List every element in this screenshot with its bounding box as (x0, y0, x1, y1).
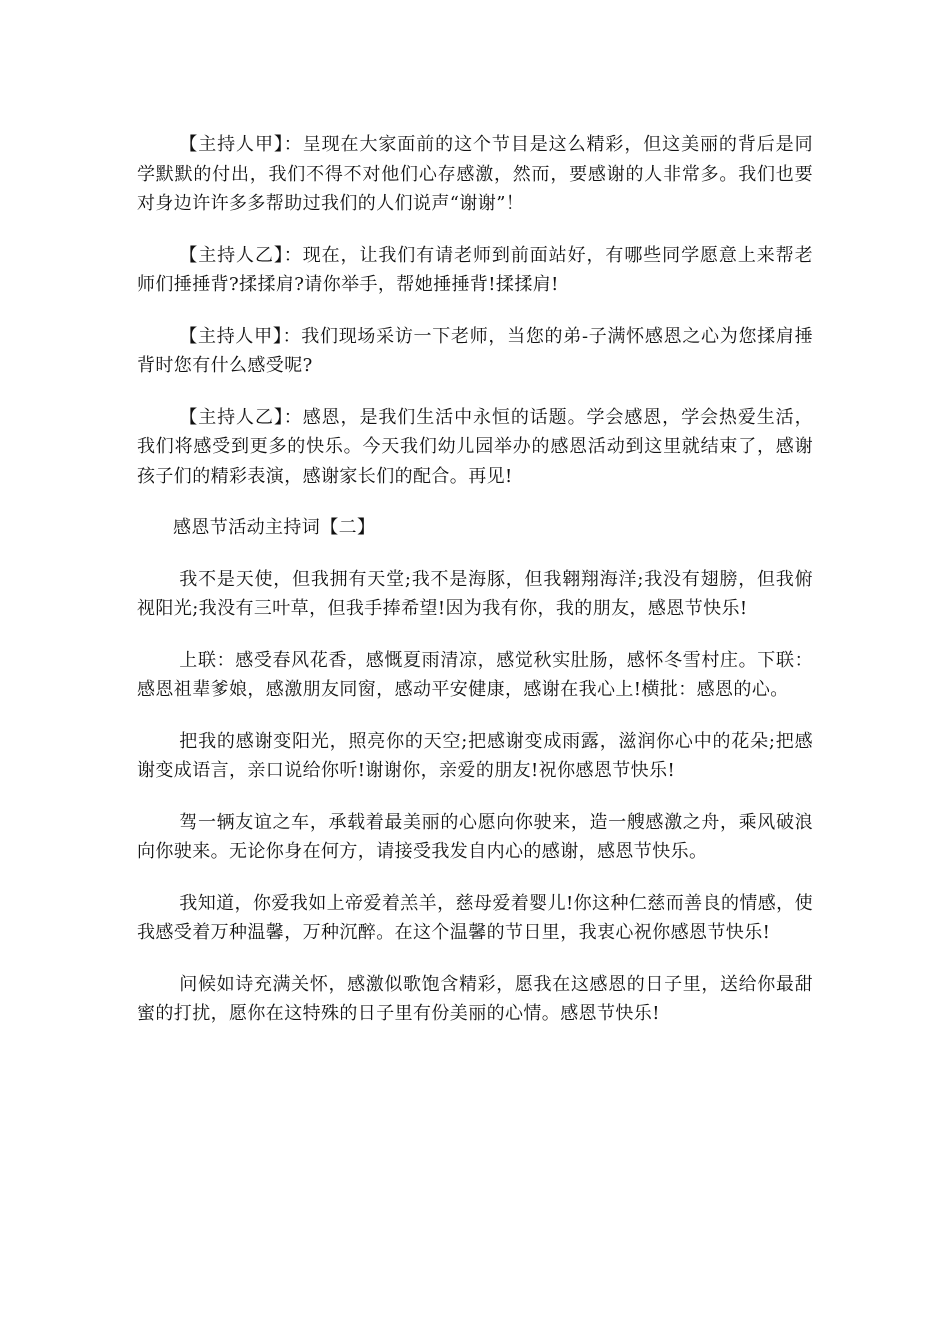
section-heading: 感恩节活动主持词【二】 (173, 517, 376, 538)
paragraph-host-a-1: 【主持人甲】：呈现在大家面前的这个节目是这么精彩，但这美丽的背后是同学默默的付出，我们不得不对他们心存感激，然而，要感谢的人非常多。我们也要对身边许许多多帮助过我们的人们说声“谢谢”！ (137, 134, 813, 214)
paragraph-greeting-3: 把我的感谢变阳光，照亮你的天空;把感谢变成雨露，滋润你心中的花朵;把感谢变成语言，亲口说给你听!谢谢你，亲爱的朋友!祝你感恩节快乐! (137, 730, 813, 781)
paragraph-host-b-1: 【主持人乙】：现在，让我们有请老师到前面站好，有哪些同学愿意上来帮老师们捶捶背?揉揉肩?请你举手，帮她捶捶背!揉揉肩! (137, 244, 813, 295)
paragraph-greeting-5: 我知道，你爱我如上帝爱着羔羊，慈母爱着婴儿!你这种仁慈而善良的情感，使我感受着万种温馨，万种沉醉。在这个温馨的节日里，我衷心祝你感恩节快乐! (137, 892, 813, 943)
paragraph-greeting-6: 问候如诗充满关怀，感激似歌饱含精彩，愿我在这感恩的日子里，送给你最甜蜜的打扰，愿你在这特殊的日子里有份美丽的心情。感恩节快乐! (137, 973, 813, 1024)
paragraph-greeting-4: 驾一辆友谊之车，承载着最美丽的心愿向你驶来，造一艘感激之舟，乘风破浪向你驶来。无论你身在何方，请接受我发自内心的感谢，感恩节快乐。 (137, 811, 813, 862)
paragraph-host-a-2: 【主持人甲】：我们现场采访一下老师，当您的弟-子满怀感恩之心为您揉肩捶背时您有什么感受呢? (137, 325, 813, 376)
paragraph-host-b-2: 【主持人乙】：感恩，是我们生活中永恒的话题。学会感恩，学会热爱生活，我们将感受到更多的快乐。今天我们幼儿园举办的感恩活动到这里就结束了，感谢孩子们的精彩表演，感谢家长们的配合。再见! (137, 406, 813, 487)
paragraph-greeting-1: 我不是天使，但我拥有天堂;我不是海豚，但我翱翔海洋;我没有翅膀，但我俯视阳光;我没有三叶草，但我手捧希望!因为我有你，我的朋友，感恩节快乐! (137, 568, 813, 619)
paragraph-greeting-2: 上联：感受春风花香，感慨夏雨清凉，感觉秋实肚肠，感怀冬雪村庄。下联：感恩祖辈爹娘，感激朋友同窗，感动平安健康，感谢在我心上!横批：感恩的心。 (137, 649, 813, 700)
document-page (137, 130, 813, 1051)
